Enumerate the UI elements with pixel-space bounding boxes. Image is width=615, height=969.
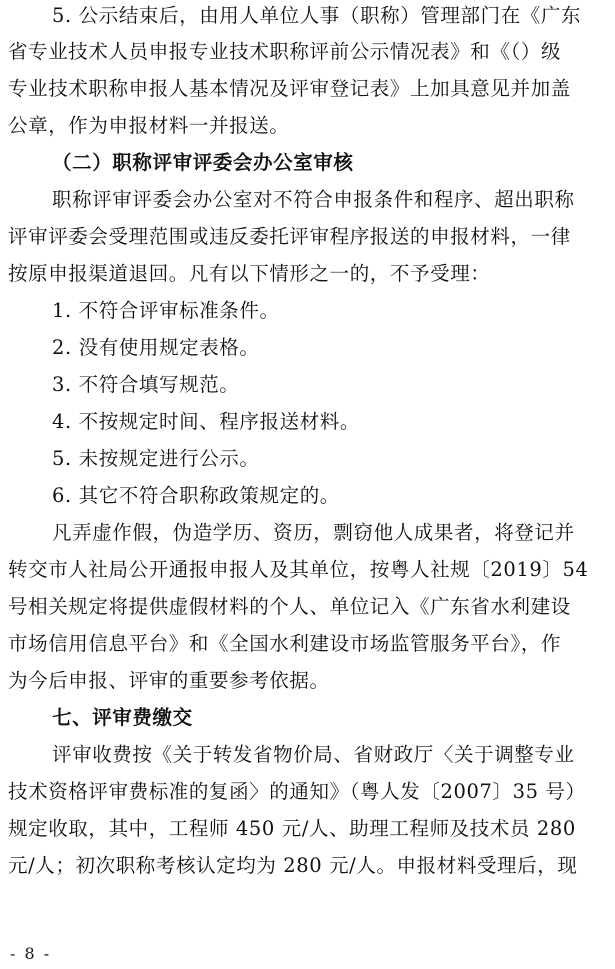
fraud-paragraph-line-1: 凡弄虚作假，伪造学历、资历，剽窃他人成果者，将登记并 [52, 521, 575, 544]
fraud-paragraph-line-2: 转交市人社局公开通报申报人及其单位，按粤人社规〔2019〕54 [8, 558, 589, 581]
list-item: 4. 不按规定时间、程序报送材料。 [52, 410, 361, 433]
paragraph-5-line-4: 公章，作为申报材料一并报送。 [8, 114, 290, 137]
list-item: 2. 没有使用规定表格。 [52, 336, 260, 359]
paragraph-5-line-1: 5. 公示结束后，由用人单位人事（职称）管理部门在《广东 [52, 4, 582, 27]
section-7-line-2: 技术资格评审费标准的复函〉的通知》（粤人发〔2007〕35 号） [8, 780, 586, 803]
page-number: - 8 - [10, 944, 52, 963]
list-item: 3. 不符合填写规范。 [52, 373, 240, 396]
paragraph-5-line-2: 省专业技术人员申报专业技术职称评前公示情况表》和《（）级 [8, 40, 562, 63]
list-item: 6. 其它不符合职称政策规定的。 [52, 484, 340, 507]
section-2-intro-line-3: 按原申报渠道退回。凡有以下情形之一的，不予受理： [8, 262, 491, 285]
fraud-paragraph-line-5: 为今后申报、评审的重要参考依据。 [8, 669, 330, 692]
list-item: 5. 未按规定进行公示。 [52, 447, 260, 470]
fraud-paragraph-line-4: 市场信用信息平台》和《全国水利建设市场监管服务平台》，作 [8, 632, 562, 655]
section-7-line-3: 规定收取，其中，工程师 450 元/人、助理工程师及技术员 280 [8, 817, 576, 840]
section-2-intro-line-2: 评审评委会受理范围或违反委托评审程序报送的申报材料，一律 [8, 225, 571, 248]
list-item: 1. 不符合评审标准条件。 [52, 299, 280, 322]
paragraph-5-line-3: 专业技术职称申报人基本情况及评审登记表》上加具意见并加盖 [8, 77, 571, 100]
fraud-paragraph-line-3: 号相关规定将提供虚假材料的个人、单位记入《广东省水利建设 [8, 595, 571, 618]
section-2-intro-line-1: 职称评审评委会办公室对不符合申报条件和程序、超出职称 [52, 188, 575, 211]
section-2-heading: （二）职称评审评委会办公室审核 [52, 151, 354, 174]
section-7-line-1: 评审收费按《关于转发省物价局、省财政厅〈关于调整专业 [52, 743, 575, 766]
section-7-line-4: 元/人；初次职称考核认定均为 280 元/人。申报材料受理后，现 [8, 854, 578, 877]
section-7-heading: 七、评审费缴交 [52, 706, 193, 729]
